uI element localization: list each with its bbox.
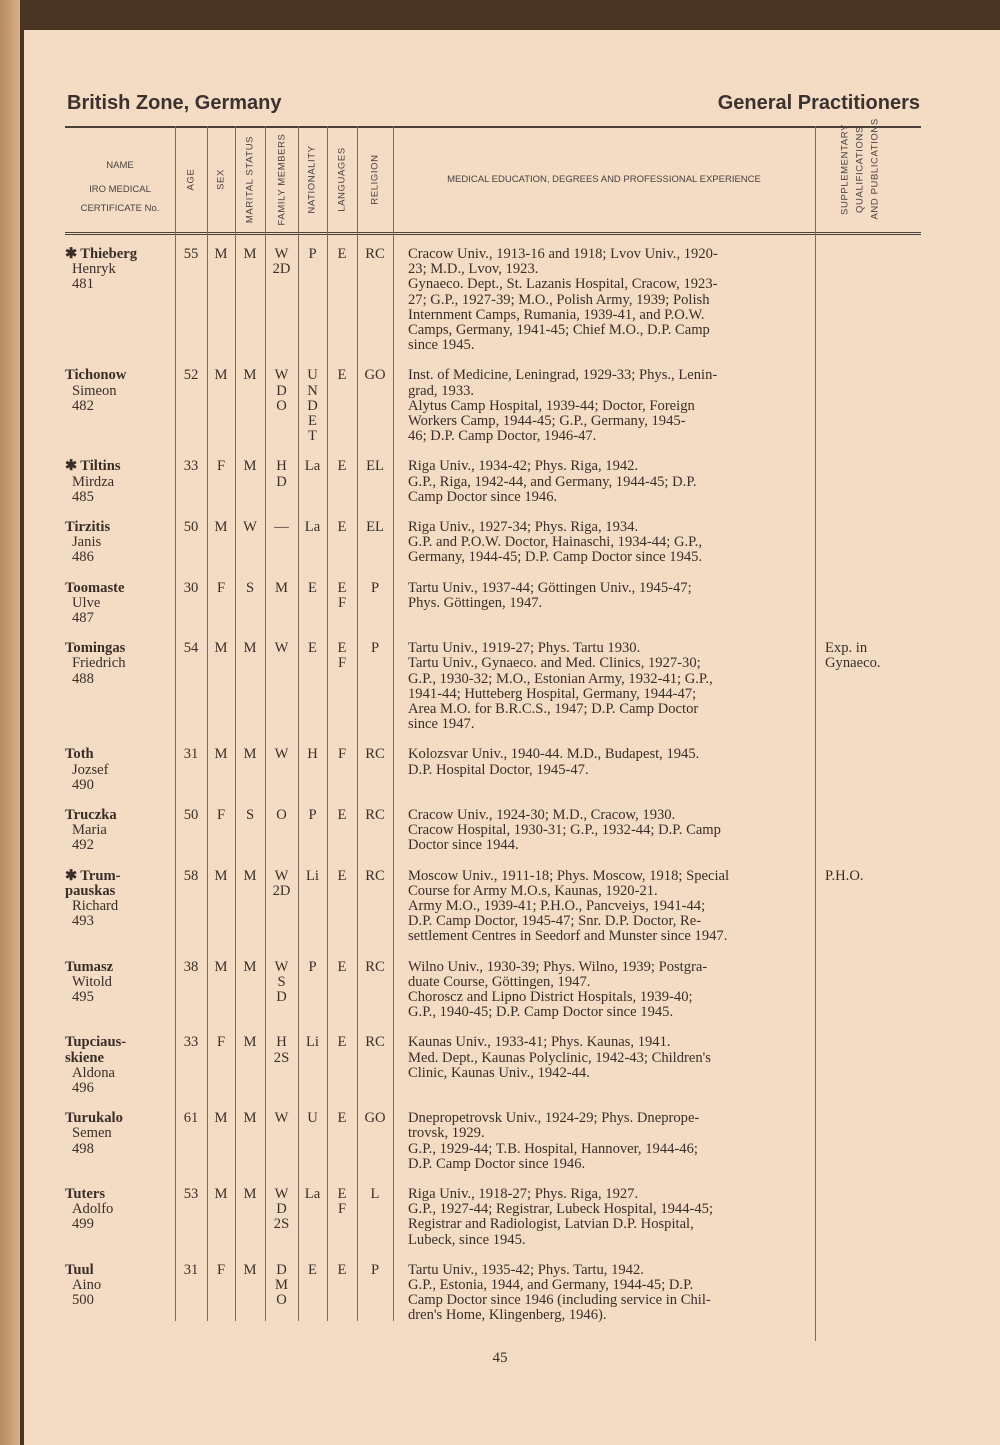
surname-text: Tiltins — [80, 458, 121, 475]
sex-cell: F — [216, 579, 226, 596]
family-cell: H 2S — [273, 1034, 290, 1066]
religion-cell: RC — [365, 746, 385, 763]
languages-cell: E F — [337, 579, 347, 611]
religion-cell: RC — [365, 246, 385, 262]
family-cell: W D O — [274, 367, 289, 414]
family-cell: W 2D — [272, 867, 291, 899]
certificate-number: 486 — [72, 549, 94, 566]
first-name: Friedrich — [72, 655, 126, 672]
certificate-number: 498 — [72, 1140, 94, 1157]
surname — [65, 520, 175, 535]
running-header-right: General Practitioners — [717, 92, 920, 114]
sex-cell: M — [214, 367, 228, 384]
table-header — [65, 118, 921, 235]
religion-cell: P — [370, 579, 380, 596]
education-cell: Riga Univ., 1927-34; Phys. Riga, 1934. G.P. and P.O.W. Doctor, Hainaschi, 1934-44; G.P., Germany, 1944-45; D.P. Camp Doctor since 1945. — [408, 519, 703, 566]
education-cell: Tartu Univ., 1935-42; Phys. Tartu, 1942. G.P., Estonia, 1944, and Germany, 1944-45; D.P. Camp Doctor since 1946 (including service in Chil- dren's Home, Klingenberg, 1946). — [408, 1261, 711, 1324]
religion-cell: RC — [365, 958, 385, 975]
nationality-cell: U — [307, 1110, 318, 1127]
first-name: Ulve — [72, 594, 101, 611]
name-cell — [65, 747, 175, 793]
marital-cell: M — [243, 1034, 257, 1051]
surname-text: Tuters — [65, 1186, 106, 1203]
adjacent-page-edge — [0, 0, 20, 1445]
age-cell: 55 — [183, 246, 199, 262]
surname-text: Tumasz — [65, 958, 114, 975]
marital-cell: S — [245, 807, 255, 824]
certificate-number: 487 — [72, 610, 94, 627]
table-row — [65, 808, 921, 869]
marital-cell: M — [243, 458, 257, 475]
education-cell: Moscow Univ., 1911-18; Phys. Moscow, 1918; Special Course for Army M.O.s, Kaunas, 1920-21. Army M.O., 1939-41; P.H.O., Pancveiys, 1941-44; D.P. Camp Doctor, 1945-47; Snr. D.P. Doctor, Re- settlement Centres in Seedorf and Munster since 1947. — [408, 867, 730, 945]
religion-cell: P — [370, 1261, 380, 1278]
nationality-cell: E — [308, 640, 317, 657]
table-body — [65, 247, 921, 1339]
languages-cell: E F — [337, 1186, 347, 1218]
education-cell: Riga Univ., 1934-42; Phys. Riga, 1942. G.P., Riga, 1942-44, and Germany, 1944-45; D.P. Camp Doctor since 1946. — [408, 458, 697, 505]
family-cell: W D 2S — [273, 1186, 290, 1233]
marital-cell: M — [243, 746, 257, 763]
age-cell: 61 — [183, 1110, 199, 1127]
col-header-name-label: NAME — [106, 160, 134, 171]
name-cell — [65, 459, 175, 505]
languages-cell: E — [337, 246, 347, 262]
first-name: Maria — [72, 822, 107, 839]
certificate-number: 499 — [72, 1216, 94, 1233]
surname — [65, 1035, 175, 1065]
name-cell — [65, 581, 175, 627]
education-cell: Inst. of Medicine, Leningrad, 1929-33; Phys., Lenin- grad, 1933. Alytus Camp Hospital, 1939-44; Doctor, Foreign Workers Camp, 1944-45; G.P., Germany, 1945- 46; D.P. Camp Doctor, 1946-47. — [408, 367, 718, 445]
sex-cell: M — [214, 867, 228, 884]
education-cell: Dnepropetrovsk Univ., 1924-29; Phys. Dneprope- trovsk, 1929. G.P., 1929-44; T.B. Hospital, Hannover, 1944-46; D.P. Camp Doctor since 1946. — [408, 1110, 700, 1172]
marital-cell: M — [243, 867, 257, 884]
first-name: Henryk — [72, 261, 116, 278]
name-cell — [65, 520, 175, 566]
religion-cell: RC — [365, 807, 385, 824]
certificate-number: 493 — [72, 913, 94, 930]
certificate-number: 500 — [72, 1292, 94, 1309]
religion-cell: EL — [366, 519, 384, 535]
supplementary-cell: Exp. in Gynaeco. — [825, 640, 881, 672]
surname-text: Trum- pauskas — [65, 867, 121, 899]
col-header-family-members: FAMILY MEMBERS — [276, 133, 288, 226]
name-cell — [65, 1263, 175, 1309]
col-header-marital-status: MARITAL STATUS — [244, 135, 256, 224]
col-header-languages: LANGUAGES — [336, 147, 348, 212]
age-cell: 58 — [183, 867, 199, 884]
marital-cell: M — [243, 1110, 257, 1127]
nationality-cell: Li — [306, 1034, 319, 1051]
name-cell — [65, 869, 175, 930]
first-name: Witold — [72, 973, 112, 990]
supplementary-cell: P.H.O. — [825, 867, 864, 884]
marital-cell: S — [245, 579, 255, 596]
languages-cell: E — [337, 807, 347, 824]
sex-cell: F — [216, 1261, 226, 1278]
sex-cell: M — [214, 746, 228, 763]
sex-cell: M — [214, 640, 228, 657]
first-name: Semen — [72, 1125, 112, 1142]
surname-text: Turukalo — [65, 1110, 123, 1127]
first-name: Jozsef — [72, 761, 109, 778]
education-cell: Kolozsvar Univ., 1940-44. M.D., Budapest, 1945. D.P. Hospital Doctor, 1945-47. — [408, 746, 700, 778]
name-cell — [65, 1187, 175, 1233]
table-row — [65, 960, 921, 1036]
family-cell: W 2D — [272, 246, 291, 278]
family-cell: H D — [276, 458, 287, 490]
nationality-cell: Li — [306, 867, 319, 884]
nationality-cell: E — [308, 579, 317, 596]
family-cell: D M O — [275, 1261, 288, 1309]
surname — [65, 869, 175, 899]
table-row — [65, 747, 921, 808]
religion-cell: GO — [364, 1110, 386, 1127]
sex-cell: M — [214, 1110, 228, 1127]
certificate-number: 496 — [72, 1080, 94, 1097]
asterisk-marker-icon: ✱ — [65, 867, 78, 884]
family-cell: M — [275, 579, 288, 596]
education-cell: Cracow Univ., 1924-30; M.D., Cracow, 1930. Cracow Hospital, 1930-31; G.P., 1932-44; D.P. Camp Doctor since 1944. — [408, 807, 721, 854]
certificate-number: 495 — [72, 989, 94, 1006]
religion-cell: EL — [366, 458, 384, 475]
certificate-number: 481 — [72, 276, 94, 293]
sex-cell: M — [214, 519, 228, 535]
education-cell: Tartu Univ., 1937-44; Göttingen Univ., 1945-47; Phys. Göttingen, 1947. — [408, 579, 692, 611]
age-cell: 31 — [183, 1261, 199, 1278]
education-cell: Kaunas Univ., 1933-41; Phys. Kaunas, 1941. Med. Dept., Kaunas Polyclinic, 1942-43; Children's Clinic, Kaunas Univ., 1942-44. — [408, 1034, 711, 1081]
age-cell: 30 — [183, 579, 199, 596]
age-cell: 38 — [183, 958, 199, 975]
table-row — [65, 1187, 921, 1263]
family-cell: — — [274, 519, 289, 535]
education-cell: Tartu Univ., 1919-27; Phys. Tartu 1930. Tartu Univ., Gynaeco. and Med. Clinics, 1927-30; G.P., 1930-32; M.O., Estonian Army, 1932-41; G.P., 1941-44; Hutteberg Hospital, Germany, 1944-47; Area M.O. for B.R.C.S., 1947; D.P. Camp Doctor since 1947. — [408, 640, 713, 733]
family-cell: W — [274, 640, 289, 657]
family-cell: O — [276, 807, 287, 824]
nationality-cell: U N D E T — [307, 367, 318, 445]
surname-text: Thieberg — [80, 246, 137, 262]
first-name: Janis — [72, 534, 102, 551]
religion-cell: RC — [365, 867, 385, 884]
nationality-cell: P — [308, 807, 317, 824]
age-cell: 50 — [183, 807, 199, 824]
col-header-education: MEDICAL EDUCATION, DEGREES AND PROFESSIONAL EXPERIENCE — [447, 174, 761, 185]
sex-cell: M — [214, 1186, 228, 1203]
marital-cell: M — [243, 1186, 257, 1203]
languages-cell: E — [337, 458, 347, 475]
age-cell: 52 — [183, 367, 199, 384]
age-cell: 53 — [183, 1186, 199, 1203]
marital-cell: M — [243, 640, 257, 657]
surname-text: Tupciaus- skiene — [65, 1034, 127, 1066]
surname — [65, 581, 175, 596]
nationality-cell: P — [308, 246, 317, 262]
col-header-name — [65, 154, 175, 216]
sex-cell: F — [216, 1034, 226, 1051]
marital-cell: M — [243, 246, 257, 262]
nationality-cell: P — [308, 958, 317, 975]
name-cell — [65, 808, 175, 854]
table-row — [65, 1263, 921, 1339]
asterisk-marker-icon: ✱ — [65, 458, 78, 475]
nationality-cell: H — [307, 746, 318, 763]
surname — [65, 459, 175, 474]
family-cell: W S D — [274, 958, 289, 1006]
surname-text: Tirzitis — [65, 519, 111, 535]
first-name: Aldona — [72, 1064, 115, 1081]
nationality-cell: E — [308, 1261, 317, 1278]
col-header-supplementary-1: SUPPLEMENTARY — [839, 124, 851, 215]
nationality-cell: La — [304, 1186, 321, 1203]
nationality-cell: La — [304, 458, 321, 475]
surname-text: Tuul — [65, 1261, 94, 1278]
table-row — [65, 581, 921, 642]
nationality-cell: La — [304, 519, 321, 535]
languages-cell: E — [337, 367, 347, 384]
family-cell: W — [274, 746, 289, 763]
table-row — [65, 641, 921, 747]
certificate-number: 488 — [72, 670, 94, 687]
education-cell: Riga Univ., 1918-27; Phys. Riga, 1927. G.P., 1927-44; Registrar, Lubeck Hospital, 1944-45; Registrar and Radiologist, Latvian D.P. Hospital, Lubeck, since 1945. — [408, 1186, 714, 1248]
age-cell: 33 — [183, 1034, 199, 1051]
languages-cell: E — [337, 1110, 347, 1127]
languages-cell: E — [337, 958, 347, 975]
asterisk-marker-icon: ✱ — [65, 246, 78, 262]
surname-text: Toomaste — [65, 579, 125, 596]
surname — [65, 1187, 175, 1202]
col-header-cert-label: IRO MEDICAL — [89, 184, 151, 195]
page-number: 45 — [492, 1350, 508, 1366]
surname — [65, 368, 175, 383]
age-cell: 31 — [183, 746, 199, 763]
sex-cell: M — [214, 958, 228, 975]
age-cell: 54 — [183, 640, 199, 657]
running-header-left: British Zone, Germany — [67, 92, 282, 114]
name-cell — [65, 1111, 175, 1157]
surname — [65, 247, 175, 262]
family-cell: W — [274, 1110, 289, 1127]
first-name: Mirdza — [72, 473, 115, 490]
table-row — [65, 368, 921, 459]
surname — [65, 808, 175, 823]
name-cell — [65, 368, 175, 414]
age-cell: 33 — [183, 458, 199, 475]
surname — [65, 960, 175, 975]
sex-cell: F — [216, 458, 226, 475]
col-header-nationality: NATIONALITY — [306, 145, 318, 214]
education-cell: Wilno Univ., 1930-39; Phys. Wilno, 1939; Postgra- duate Course, Göttingen, 1947. Choroscz and Lipno District Hospitals, 1939-40; G.P., 1940-45; D.P. Camp Doctor since 1945. — [408, 958, 708, 1021]
certificate-number: 492 — [72, 837, 94, 854]
surname-text: Tomingas — [65, 640, 126, 657]
table-row — [65, 1035, 921, 1111]
col-header-cert-label-2: CERTIFICATE No. — [80, 203, 160, 214]
surname-text: Truczka — [65, 807, 117, 824]
name-cell — [65, 247, 175, 293]
religion-cell: GO — [364, 367, 386, 384]
religion-cell: L — [370, 1186, 380, 1203]
marital-cell: M — [243, 1261, 257, 1278]
certificate-number: 490 — [72, 776, 94, 793]
name-cell — [65, 960, 175, 1006]
first-name: Aino — [72, 1277, 102, 1294]
surname — [65, 1111, 175, 1126]
col-header-sex: SEX — [215, 169, 227, 190]
languages-cell: F — [337, 746, 347, 763]
col-header-age: AGE — [185, 168, 197, 191]
surname — [65, 1263, 175, 1278]
table-row — [65, 869, 921, 960]
surname — [65, 747, 175, 762]
name-cell — [65, 641, 175, 687]
age-cell: 50 — [183, 519, 199, 535]
sex-cell: F — [216, 807, 226, 824]
marital-cell: W — [243, 519, 257, 535]
table-row — [65, 520, 921, 581]
first-name: Simeon — [72, 382, 117, 399]
surname — [65, 641, 175, 656]
languages-cell: E — [337, 519, 347, 535]
surname-text: Tichonow — [65, 367, 127, 384]
table-row — [65, 1111, 921, 1187]
surname-text: Toth — [65, 746, 94, 763]
marital-cell: M — [243, 958, 257, 975]
languages-cell: E — [337, 1034, 347, 1051]
languages-cell: E F — [337, 640, 347, 672]
first-name: Richard — [72, 898, 119, 915]
education-cell: Cracow Univ., 1913-16 and 1918; Lvov Univ., 1920- 23; M.D., Lvov, 1923. Gynaeco. Dept., St. Lazanis Hospital, Cracow, 1923- 27; G.P., 1927-39; M.O., Polish Army, 1939; Polish Internment Camps, Rumania, 1939-41, and P.O.W. Camps, Germany, 1941-45; Chief M.O., D.P. Camp since 1945. — [408, 246, 718, 354]
col-header-supplementary-3: AND PUBLICATIONS — [869, 118, 881, 220]
certificate-number: 485 — [72, 488, 94, 505]
col-header-supplementary-2: QUALIFICATIONS — [854, 126, 866, 213]
languages-cell: E — [337, 1261, 347, 1278]
religion-cell: P — [370, 640, 380, 657]
sex-cell: M — [214, 246, 228, 262]
languages-cell: E — [337, 867, 347, 884]
marital-cell: M — [243, 367, 257, 384]
table-row — [65, 459, 921, 520]
name-cell — [65, 1035, 175, 1096]
first-name: Adolfo — [72, 1201, 114, 1218]
table-row — [65, 247, 921, 368]
religion-cell: RC — [365, 1034, 385, 1051]
certificate-number: 482 — [72, 397, 94, 414]
col-header-religion: RELIGION — [369, 154, 381, 205]
